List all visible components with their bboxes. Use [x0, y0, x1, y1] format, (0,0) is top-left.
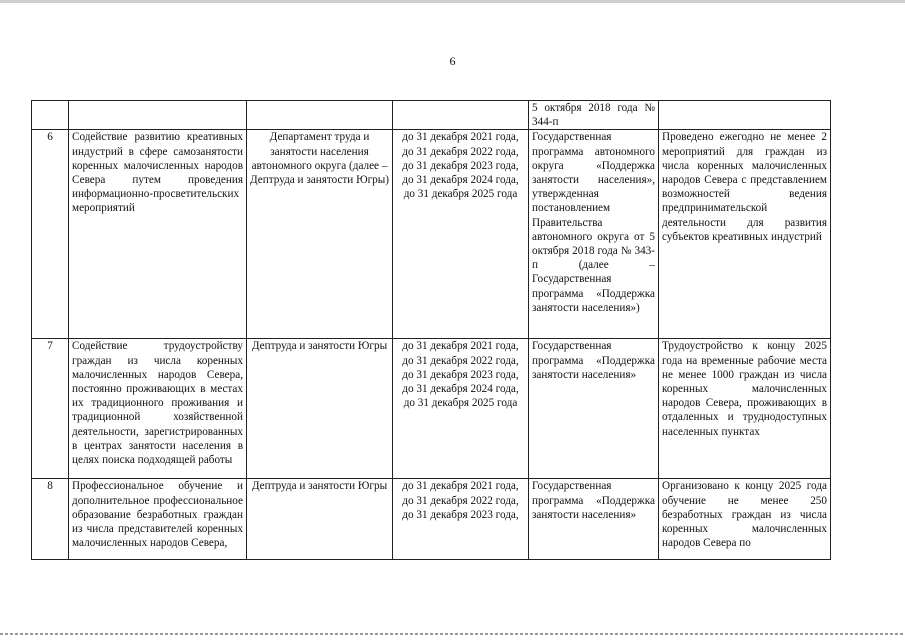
term-line: до 31 декабря 2022 года, [402, 354, 519, 367]
cell-num: 7 [32, 339, 69, 479]
cell-result: Трудоустройство к концу 2025 года на временные рабочие места не менее 1000 граждан из числа коренных малочисленных народов Севера, проживающих в отдаленных и труднодоступных населенных пунктах [659, 339, 831, 479]
cell-executor: Дептруда и занятости Югры [247, 339, 393, 479]
cell-terms [393, 479, 529, 560]
cell-terms [393, 101, 529, 130]
cell-activity: Содействие развитию креативных индустрий в сфере самозанятости коренных малочисленных народов Севера путем проведения информационно-просветительских мероприятий [69, 130, 247, 339]
cell-executor [247, 101, 393, 130]
term-line: до 31 декабря 2023 года, [402, 508, 519, 521]
cell-source: Государственная программа автономного округа «Поддержка занятости населения», утвержденная постановлением Правительства автономного округа от 5 октября 2018 года № 343-п (далее – Государственная программа «Поддержка занятости населения») [529, 130, 659, 339]
cell-source: 5 октября 2018 года № 344-п [529, 101, 659, 130]
term-line: до 31 декабря 2021 года, [402, 480, 519, 493]
page-number: 6 [449, 54, 456, 68]
term-line: до 31 декабря 2021 года, [402, 131, 519, 144]
cell-num: 8 [32, 479, 69, 560]
cell-executor: Дептруда и занятости Югры [247, 479, 393, 560]
cell-result [659, 101, 831, 130]
scan-bottom-edge [0, 633, 905, 635]
term-line: до 31 декабря 2023 года, [402, 159, 519, 172]
term-line: до 31 декабря 2022 года, [402, 145, 519, 158]
cell-activity [69, 101, 247, 130]
cell-result: Организовано к концу 2025 года обучение не менее 250 безработных граждан из числа коренных малочисленных народов Севера по [659, 479, 831, 560]
table-row [32, 479, 831, 560]
table-row [32, 130, 831, 339]
cell-source: Государственная программа «Поддержка занятости населения» [529, 479, 659, 560]
cell-activity: Содействие трудоустройству граждан из числа коренных малочисленных народов Севера, постоянно проживающих в местах их традиционного проживания и традиционной хозяйственной деятельности, зарегистрированных в центрах занятости населения в целях поиска подходящей работы [69, 339, 247, 479]
cell-num [32, 101, 69, 130]
term-line: до 31 декабря 2025 года [403, 188, 518, 201]
term-line: до 31 декабря 2024 года, [402, 383, 519, 396]
term-line: до 31 декабря 2025 года [403, 397, 518, 410]
term-line: до 31 декабря 2021 года, [402, 340, 519, 353]
measures-table [31, 100, 831, 560]
cell-activity: Профессиональное обучение и дополнительное профессиональное образование безработных граждан из числа представителей коренных малочисленных народов Севера, [69, 479, 247, 560]
cell-source: Государственная программа «Поддержка занятости населения» [529, 339, 659, 479]
cell-terms [393, 130, 529, 339]
cell-num: 6 [32, 130, 69, 339]
cell-terms [393, 339, 529, 479]
scan-top-edge [0, 0, 905, 3]
term-line: до 31 декабря 2024 года, [402, 174, 519, 187]
term-line: до 31 декабря 2022 года, [402, 494, 519, 507]
cell-executor: Департамент труда и занятости населения автономного округа (далее – Дептруда и занятости Югры) [247, 130, 393, 339]
table-row-continuation [32, 101, 831, 130]
term-line: до 31 декабря 2023 года, [402, 368, 519, 381]
cell-result: Проведено ежегодно не менее 2 мероприятий для граждан из числа коренных малочисленных народов Севера с представлением возможностей ведения предпринимательской деятельности для развития субъектов креативных индустрий [659, 130, 831, 339]
table-row [32, 339, 831, 479]
